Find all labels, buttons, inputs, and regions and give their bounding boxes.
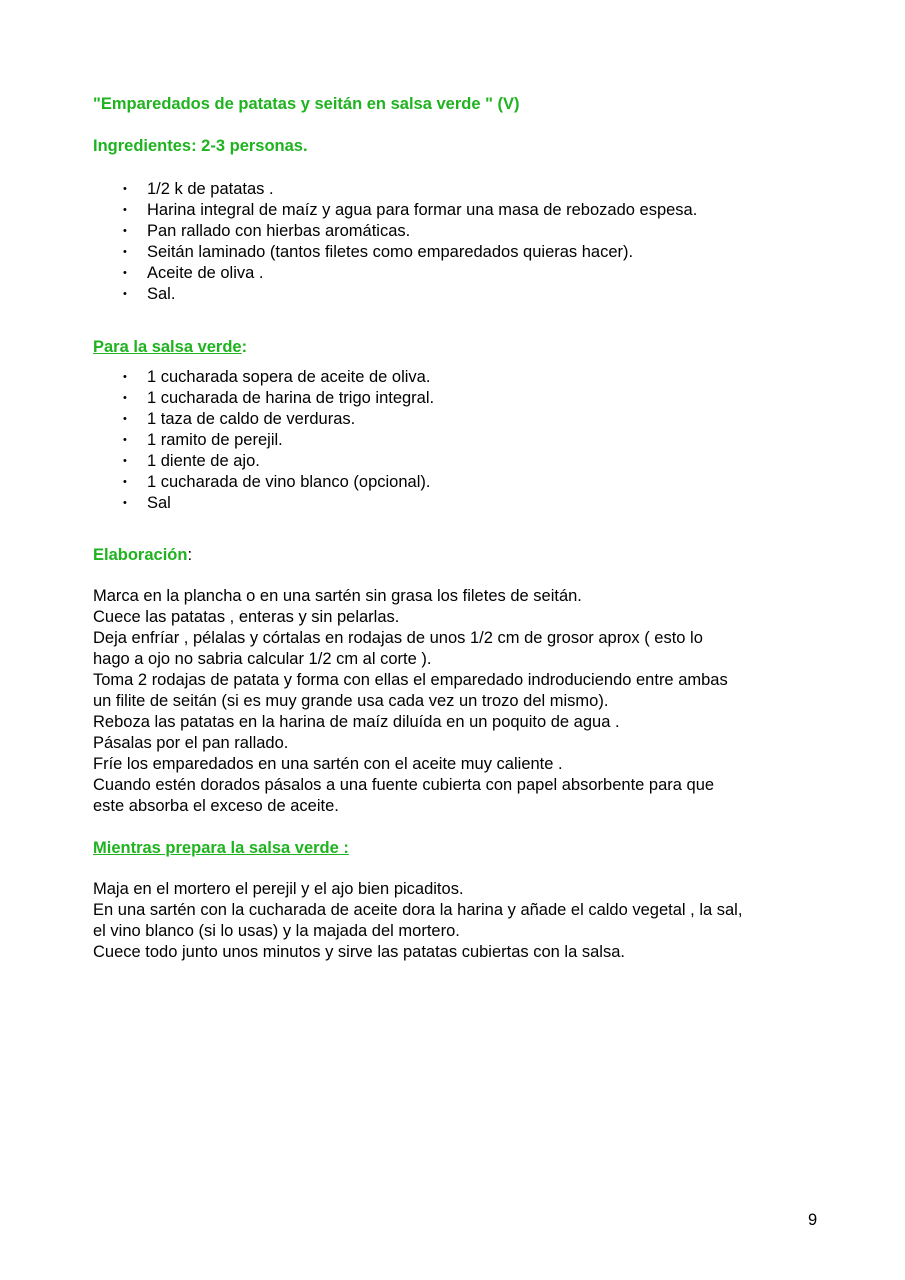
list-item: • 1/2 k de patatas . [123, 180, 274, 198]
bullet-icon: • [123, 392, 127, 404]
text-line: Cuece todo junto unos minutos y sirve las patatas cubiertas con la salsa. [93, 943, 625, 961]
sauce-heading: Para la salsa verde: [93, 338, 248, 356]
list-item: • Sal [123, 494, 171, 512]
bullet-icon: • [123, 497, 127, 509]
list-item: • 1 ramito de perejil. [123, 431, 283, 449]
bullet-icon: • [123, 434, 127, 446]
list-item: • 1 cucharada sopera de aceite de oliva. [123, 368, 431, 386]
bullet-icon: • [123, 246, 127, 258]
elaboration-text [93, 586, 833, 817]
sauce-ingredients-list [93, 367, 833, 514]
text-line: En una sartén con la cucharada de aceite dora la harina y añade el caldo vegetal , la sal, [93, 901, 743, 919]
list-item: • Harina integral de maíz y agua para formar una masa de rebozado espesa. [123, 201, 698, 219]
list-item: • 1 diente de ajo. [123, 452, 260, 470]
text-line: Fríe los emparedados en una sartén con el aceite muy caliente . [93, 755, 563, 773]
list-item: • 1 cucharada de harina de trigo integral. [123, 389, 435, 407]
list-item: • Pan rallado con hierbas aromáticas. [123, 222, 411, 240]
elaboration-heading: Elaboración: [93, 546, 193, 564]
list-item: • 1 cucharada de vino blanco (opcional). [123, 473, 431, 491]
ingredients-heading: Ingredientes: 2-3 personas. [93, 137, 308, 155]
bullet-icon: • [123, 288, 127, 300]
list-item: • Seitán laminado (tantos filetes como emparedados quieras hacer). [123, 243, 634, 261]
text-line: Cuece las patatas , enteras y sin pelarlas. [93, 608, 400, 626]
text-line: Reboza las patatas en la harina de maíz diluída en un poquito de agua . [93, 713, 620, 731]
bullet-icon: • [123, 267, 127, 279]
list-item: • Sal. [123, 285, 176, 303]
bullet-icon: • [123, 476, 127, 488]
bullet-icon: • [123, 204, 127, 216]
text-line: Toma 2 rodajas de patata y forma con ellas el emparedado indroduciendo entre ambas [93, 671, 728, 689]
text-line: este absorba el exceso de aceite. [93, 797, 339, 815]
ingredients-list [93, 179, 833, 305]
bullet-icon: • [123, 455, 127, 467]
sauce-prep-heading: Mientras prepara la salsa verde : [93, 839, 349, 857]
bullet-icon: • [123, 225, 127, 237]
page-number: 9 [808, 1211, 818, 1229]
bullet-icon: • [123, 413, 127, 425]
recipe-title: "Emparedados de patatas y seitán en salsa verde " (V) [93, 95, 520, 113]
bullet-icon: • [123, 183, 127, 195]
list-item: • 1 taza de caldo de verduras. [123, 410, 356, 428]
text-line: hago a ojo no sabria calcular 1/2 cm al corte ). [93, 650, 432, 668]
text-line: un filite de seitán (si es muy grande usa cada vez un trozo del mismo). [93, 692, 609, 710]
text-line: Maja en el mortero el perejil y el ajo bien picaditos. [93, 880, 464, 898]
sauce-prep-text [93, 879, 833, 963]
list-item: • Aceite de oliva . [123, 264, 264, 282]
bullet-icon: • [123, 371, 127, 383]
text-line: Deja enfríar , pélalas y córtalas en rodajas de unos 1/2 cm de grosor aprox ( esto lo [93, 629, 703, 647]
text-line: Cuando estén dorados pásalos a una fuente cubierta con papel absorbente para que [93, 776, 715, 794]
text-line: Pásalas por el pan rallado. [93, 734, 289, 752]
text-line: Marca en la plancha o en una sartén sin grasa los filetes de seitán. [93, 587, 582, 605]
recipe-content [93, 93, 833, 963]
text-line: el vino blanco (si lo usas) y la majada del mortero. [93, 922, 460, 940]
